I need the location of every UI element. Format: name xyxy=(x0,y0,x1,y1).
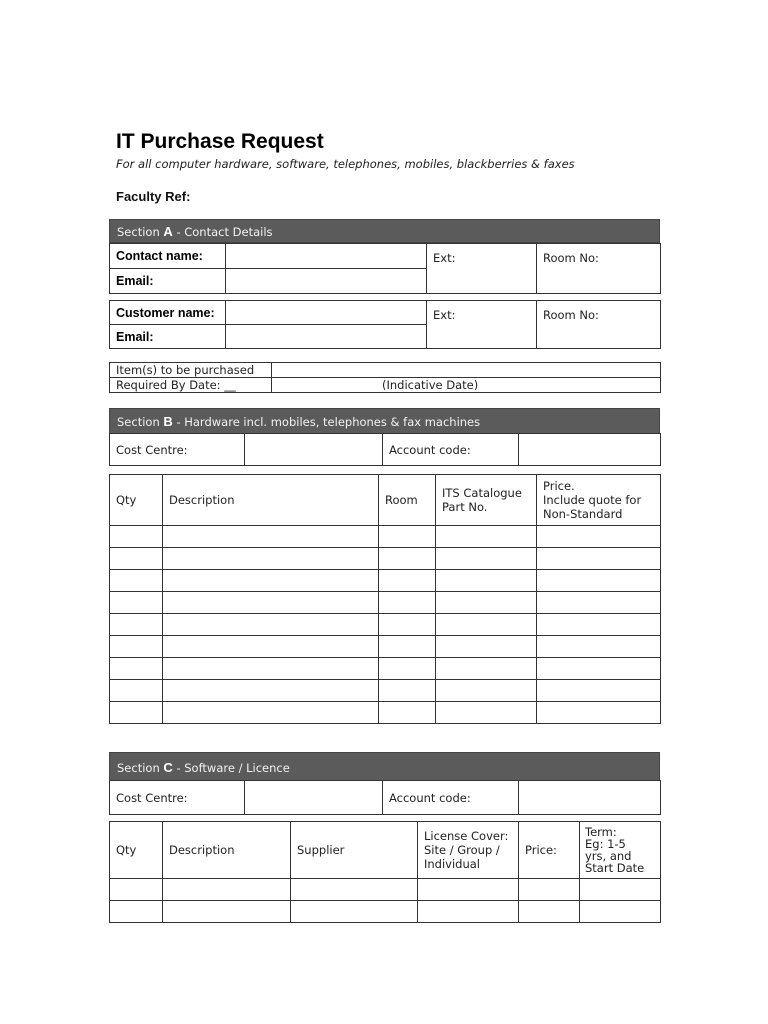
form-subtitle: For all computer hardware, software, telephones, mobiles, blackberries & faxes xyxy=(116,157,575,171)
contact-name-label: Contact name: xyxy=(110,244,226,269)
price-header-line: Non-Standard xyxy=(543,507,623,521)
contact-details-table xyxy=(109,243,661,294)
hardware-row xyxy=(110,636,661,658)
customer-email-field[interactable] xyxy=(226,325,427,349)
license-cell[interactable] xyxy=(418,901,519,923)
section-b-cost-centre-label: Cost Centre: xyxy=(110,434,245,466)
section-a-prefix: Section xyxy=(117,225,160,239)
description-cell[interactable] xyxy=(163,548,379,570)
hardware-row xyxy=(110,702,661,724)
price-cell[interactable] xyxy=(537,526,661,548)
col-license-header xyxy=(418,822,519,879)
section-c-cost-table xyxy=(109,780,661,815)
hardware-row xyxy=(110,570,661,592)
qty-cell[interactable] xyxy=(110,879,163,901)
hardware-row xyxy=(110,526,661,548)
section-c-cost-centre-field[interactable] xyxy=(245,781,383,815)
section-b-prefix: Section xyxy=(117,415,160,429)
customer-name-field[interactable] xyxy=(226,301,427,325)
room-cell[interactable] xyxy=(379,658,436,680)
col-description-header: Description xyxy=(163,475,379,526)
section-b-title: - Hardware incl. mobiles, telephones & fax machines xyxy=(176,415,481,429)
license-header-line: Site / Group / xyxy=(424,843,500,857)
catalogue-cell[interactable] xyxy=(436,592,537,614)
description-cell[interactable] xyxy=(163,658,379,680)
term-cell[interactable] xyxy=(580,879,661,901)
col-qty-header: Qty xyxy=(110,822,163,879)
hardware-row xyxy=(110,614,661,636)
room-cell[interactable] xyxy=(379,636,436,658)
description-cell[interactable] xyxy=(163,570,379,592)
section-b-account-code-field[interactable] xyxy=(519,434,661,466)
contact-email-label: Email: xyxy=(110,269,226,294)
qty-cell[interactable] xyxy=(110,680,163,702)
description-cell[interactable] xyxy=(163,702,379,724)
description-cell[interactable] xyxy=(163,526,379,548)
license-header-line: License Cover: xyxy=(424,829,509,843)
room-cell[interactable] xyxy=(379,592,436,614)
catalogue-cell[interactable] xyxy=(436,548,537,570)
qty-cell[interactable] xyxy=(110,614,163,636)
catalogue-header-line: ITS Catalogue xyxy=(442,486,522,500)
term-header-line: Eg: 1-5 xyxy=(585,837,626,851)
items-required-table xyxy=(109,362,661,393)
description-cell[interactable] xyxy=(163,879,291,901)
section-c-letter: C xyxy=(163,760,173,775)
section-b-cost-table xyxy=(109,433,661,466)
room-cell[interactable] xyxy=(379,614,436,636)
catalogue-header-line: Part No. xyxy=(442,500,488,514)
price-cell[interactable] xyxy=(537,570,661,592)
software-row xyxy=(110,901,661,923)
section-c-account-code-field[interactable] xyxy=(519,781,661,815)
section-c-prefix: Section xyxy=(117,761,160,775)
section-b-cost-centre-field[interactable] xyxy=(245,434,383,466)
customer-room-label: Room No: xyxy=(543,308,599,322)
section-b-letter: B xyxy=(163,414,173,429)
col-catalogue-header xyxy=(436,475,537,526)
catalogue-cell[interactable] xyxy=(436,658,537,680)
qty-cell[interactable] xyxy=(110,658,163,680)
contact-ext-label: Ext: xyxy=(433,251,456,265)
room-cell[interactable] xyxy=(379,570,436,592)
price-cell[interactable] xyxy=(537,702,661,724)
customer-email-label: Email: xyxy=(110,325,226,349)
description-cell[interactable] xyxy=(163,680,379,702)
term-header-line: Start Date xyxy=(585,861,645,875)
section-c-header xyxy=(109,752,660,781)
items-label: Item(s) to be purchased xyxy=(110,363,272,378)
hardware-row xyxy=(110,592,661,614)
price-cell[interactable] xyxy=(537,680,661,702)
section-b-account-code-label: Account code: xyxy=(383,434,519,466)
hardware-items-table xyxy=(109,474,661,724)
col-price-header xyxy=(537,475,661,526)
customer-ext-label: Ext: xyxy=(433,308,456,322)
price-header-line: Price. xyxy=(543,479,575,493)
qty-cell[interactable] xyxy=(110,702,163,724)
qty-cell[interactable] xyxy=(110,901,163,923)
catalogue-cell[interactable] xyxy=(436,636,537,658)
price-cell[interactable] xyxy=(519,901,580,923)
hardware-row xyxy=(110,548,661,570)
supplier-cell[interactable] xyxy=(291,901,418,923)
section-a-header xyxy=(109,219,660,243)
catalogue-cell[interactable] xyxy=(436,570,537,592)
price-cell[interactable] xyxy=(537,592,661,614)
col-supplier-header: Supplier xyxy=(291,822,418,879)
hardware-row xyxy=(110,658,661,680)
catalogue-cell[interactable] xyxy=(436,614,537,636)
room-cell[interactable] xyxy=(379,548,436,570)
faculty-ref-label: Faculty Ref: xyxy=(116,189,191,204)
license-cell[interactable] xyxy=(418,879,519,901)
col-room-header: Room xyxy=(379,475,436,526)
description-cell[interactable] xyxy=(163,614,379,636)
software-items-table xyxy=(109,821,661,923)
section-c-title: - Software / Licence xyxy=(176,761,290,775)
price-cell[interactable] xyxy=(537,636,661,658)
catalogue-cell[interactable] xyxy=(436,702,537,724)
section-a-title: - Contact Details xyxy=(176,225,273,239)
customer-ext-field[interactable] xyxy=(427,301,537,349)
qty-cell[interactable] xyxy=(110,636,163,658)
supplier-cell[interactable] xyxy=(291,879,418,901)
hardware-row xyxy=(110,680,661,702)
catalogue-cell[interactable] xyxy=(436,680,537,702)
catalogue-cell[interactable] xyxy=(436,526,537,548)
section-c-cost-centre-label: Cost Centre: xyxy=(110,781,245,815)
contact-room-label: Room No: xyxy=(543,251,599,265)
required-by-label: Required By Date: __ xyxy=(110,378,272,393)
section-c-account-code-label: Account code: xyxy=(383,781,519,815)
room-cell[interactable] xyxy=(379,702,436,724)
term-header-line: yrs, and xyxy=(585,849,632,863)
required-by-field[interactable] xyxy=(272,378,661,393)
customer-details-table xyxy=(109,300,661,349)
section-b-header xyxy=(109,408,660,434)
license-header-line: Individual xyxy=(424,857,481,871)
price-cell[interactable] xyxy=(537,614,661,636)
description-cell[interactable] xyxy=(163,901,291,923)
description-cell[interactable] xyxy=(163,592,379,614)
section-a-letter: A xyxy=(163,224,173,239)
qty-cell[interactable] xyxy=(110,592,163,614)
term-cell[interactable] xyxy=(580,901,661,923)
qty-cell[interactable] xyxy=(110,548,163,570)
form-title: IT Purchase Request xyxy=(116,130,324,153)
customer-name-label: Customer name: xyxy=(110,301,226,325)
room-cell[interactable] xyxy=(379,526,436,548)
price-cell[interactable] xyxy=(537,658,661,680)
description-cell[interactable] xyxy=(163,636,379,658)
qty-cell[interactable] xyxy=(110,570,163,592)
contact-ext-field[interactable] xyxy=(427,244,537,294)
col-price-header: Price: xyxy=(519,822,580,879)
price-cell[interactable] xyxy=(537,548,661,570)
software-row xyxy=(110,879,661,901)
contact-name-field[interactable] xyxy=(226,244,427,269)
qty-cell[interactable] xyxy=(110,526,163,548)
contact-email-field[interactable] xyxy=(226,269,427,294)
indicative-date-label: (Indicative Date) xyxy=(382,378,479,392)
contact-room-field[interactable] xyxy=(537,244,661,294)
price-cell[interactable] xyxy=(519,879,580,901)
term-header-line: Term: xyxy=(585,825,617,839)
col-qty-header: Qty xyxy=(110,475,163,526)
items-field[interactable] xyxy=(272,363,661,378)
col-term-header xyxy=(580,822,661,879)
customer-room-field[interactable] xyxy=(537,301,661,349)
price-header-line: Include quote for xyxy=(543,493,642,507)
col-description-header: Description xyxy=(163,822,291,879)
room-cell[interactable] xyxy=(379,680,436,702)
